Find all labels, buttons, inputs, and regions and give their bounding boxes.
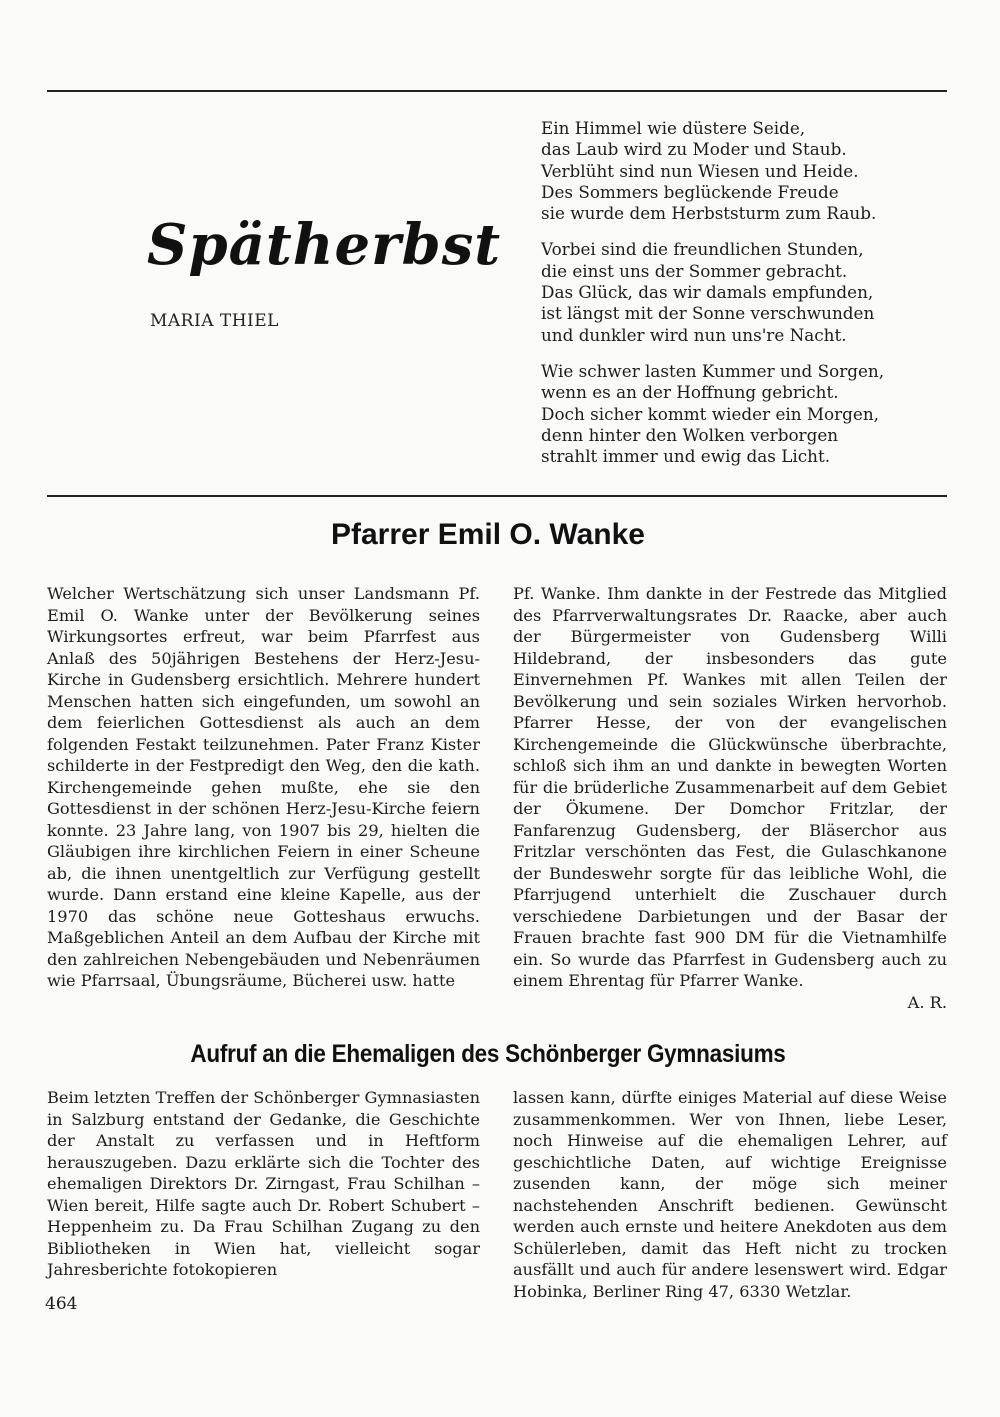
poem-title: Spätherbst [147, 212, 502, 278]
poem-line: Verblüht sind nun Wiesen und Heide. [541, 160, 859, 181]
article-signature: A. R. [907, 992, 947, 1012]
article-wanke-col-left [47, 583, 480, 992]
poem-line: und dunkler wird nun uns're Nacht. [541, 324, 847, 345]
page-number: 464 [45, 1294, 78, 1314]
article-gymnasium-col-left [47, 1087, 480, 1281]
poem-stanza [541, 118, 941, 224]
poem-line: Das Glück, das wir damals empfunden, [541, 282, 874, 303]
poem-line: Vorbei sind die freundlichen Stunden, [541, 239, 864, 260]
poem-line: sie wurde dem Herbststurm zum Raub. [541, 203, 877, 224]
article-title-wanke: Pfarrer Emil O. Wanke [330, 518, 645, 551]
article-paragraph: Beim letzten Treffen der Schönberger Gymnasiasten in Salzburg entstand der Gedanke, die Geschichte der Anstalt zu verfassen und in Heftform herauszugeben. Dazu erklärte sich die Tochter des ehemaligen Direktors Dr. Zirngast, Frau Schilhan – Wien bereit, Hilfe sagte auch Dr. Robert Schubert – Heppenheim zu. Da Frau Schilhan Zugang zu den Bibliotheken in Wien hat, vielleicht sogar Jahresberichte fotokopieren [47, 1088, 480, 1279]
top-rule [47, 90, 947, 92]
poem-line: wenn es an der Hoffnung gebricht. [541, 382, 839, 403]
article-gymnasium-col-right [513, 1087, 947, 1302]
poem-line: die einst uns der Sommer gebracht. [541, 260, 848, 281]
poem-line: Doch sicher kommt wieder ein Morgen, [541, 403, 880, 424]
poem-line: Ein Himmel wie düstere Seide, [541, 118, 806, 138]
article-paragraph: Pf. Wanke. Ihm dankte in der Festrede das Mitglied des Pfarrverwaltungsrates Dr. Raacke, aber auch der Bürgermeister von Gudensberg Willi Hildebrand, der insbesonders das gute Einvernehmen Pf. Wankes mit allen Teilen der Bevölkerung und sein soziales Wirken hervorhob. Pfarrer Hesse, der von der evangelischen Kirchengemeinde die Glückwünsche überbrachte, schloß sich ihm an und dankte in bewegten Worten für die brüderliche Zusammenarbeit auf dem Gebiet der Ökumene. Der Domchor Fritzlar, der Fanfarenzug Gudensberg, der Bläserchor aus Fritzlar verschönten das Fest, die Gulaschkanone der Bundeswehr sorgte für das leibliche Wohl, die Pfarrjugend unterhielt die Zuschauer durch verschiedene Darbietungen und der Basar der Frauen brachte fast 900 DM für die Vietnamhilfe ein. So wurde das Pfarrfest in Gudensberg auch zu einem Ehrentag für Pfarrer Wanke. [513, 584, 947, 990]
poem-line: denn hinter den Wolken verborgen [541, 424, 839, 445]
poem-stanza [541, 361, 941, 467]
article-title-gymnasium: Aufruf an die Ehemaligen des Schönberger Gymnasiums [190, 1040, 786, 1068]
poem-line: das Laub wird zu Moder und Staub. [541, 139, 847, 160]
poem-line: ist längst mit der Sonne verschwunden [541, 303, 875, 324]
poem-line: strahlt immer und ewig das Licht. [541, 446, 831, 467]
article-paragraph: lassen kann, dürfte einiges Material auf diese Weise zusammenkommen. Wer von Ihnen, liebe Leser, noch Hinweise auf die ehemaligen Lehrer, auf geschichtliche Daten, auf wichtige Ereignisse zusenden kann, der möge sich meiner nachstehenden Anschrift bedienen. Gewünscht werden auch ernste und heitere Anekdoten aus dem Schülerleben, damit das Heft nicht zu trocken ausfällt und auch für andere lesenswert wird. Edgar Hobinka, Berliner Ring 47, 6330 Wetzlar. [513, 1088, 947, 1301]
poem-author: MARIA THIEL [150, 311, 279, 331]
section-rule [47, 495, 947, 497]
poem-line: Des Sommers beglückende Freude [541, 181, 839, 202]
poem-line: Wie schwer lasten Kummer und Sorgen, [541, 360, 885, 381]
poem-body [541, 118, 941, 482]
article-wanke-col-right [513, 583, 947, 1013]
poem-stanza [541, 239, 941, 345]
article-paragraph: Welcher Wertschätzung sich unser Landsmann Pf. Emil O. Wanke unter der Bevölkerung seines Wirkungsortes erfreut, war beim Pfarrfest aus Anlaß des 50jährigen Bestehens der Herz-Jesu-Kirche in Gudensberg ersichtlich. Mehrere hundert Menschen hatten sich eingefunden, um sowohl an dem feierlichen Gottesdienst als auch an dem folgenden Festakt teilzunehmen. Pater Franz Kister schilderte in der Festpredigt den Weg, den die kath. Kirchengemeinde gehen mußte, ehe sie den Gottesdienst in der schönen Herz-Jesu-Kirche feiern konnte. 23 Jahre lang, von 1907 bis 29, hielten die Gläubigen ihre kirchlichen Feiern in einer Scheune ab, die ihnen unentgeltlich zur Verfügung gestellt wurde. Dann erstand eine kleine Kapelle, aus der 1970 das schöne neue Gotteshaus erwuchs. Maßgeblichen Anteil an dem Aufbau der Kirche mit den zahlreichen Nebengebäuden und Nebenräumen wie Pfarrsaal, Übungsräume, Bücherei usw. hatte [47, 584, 480, 990]
